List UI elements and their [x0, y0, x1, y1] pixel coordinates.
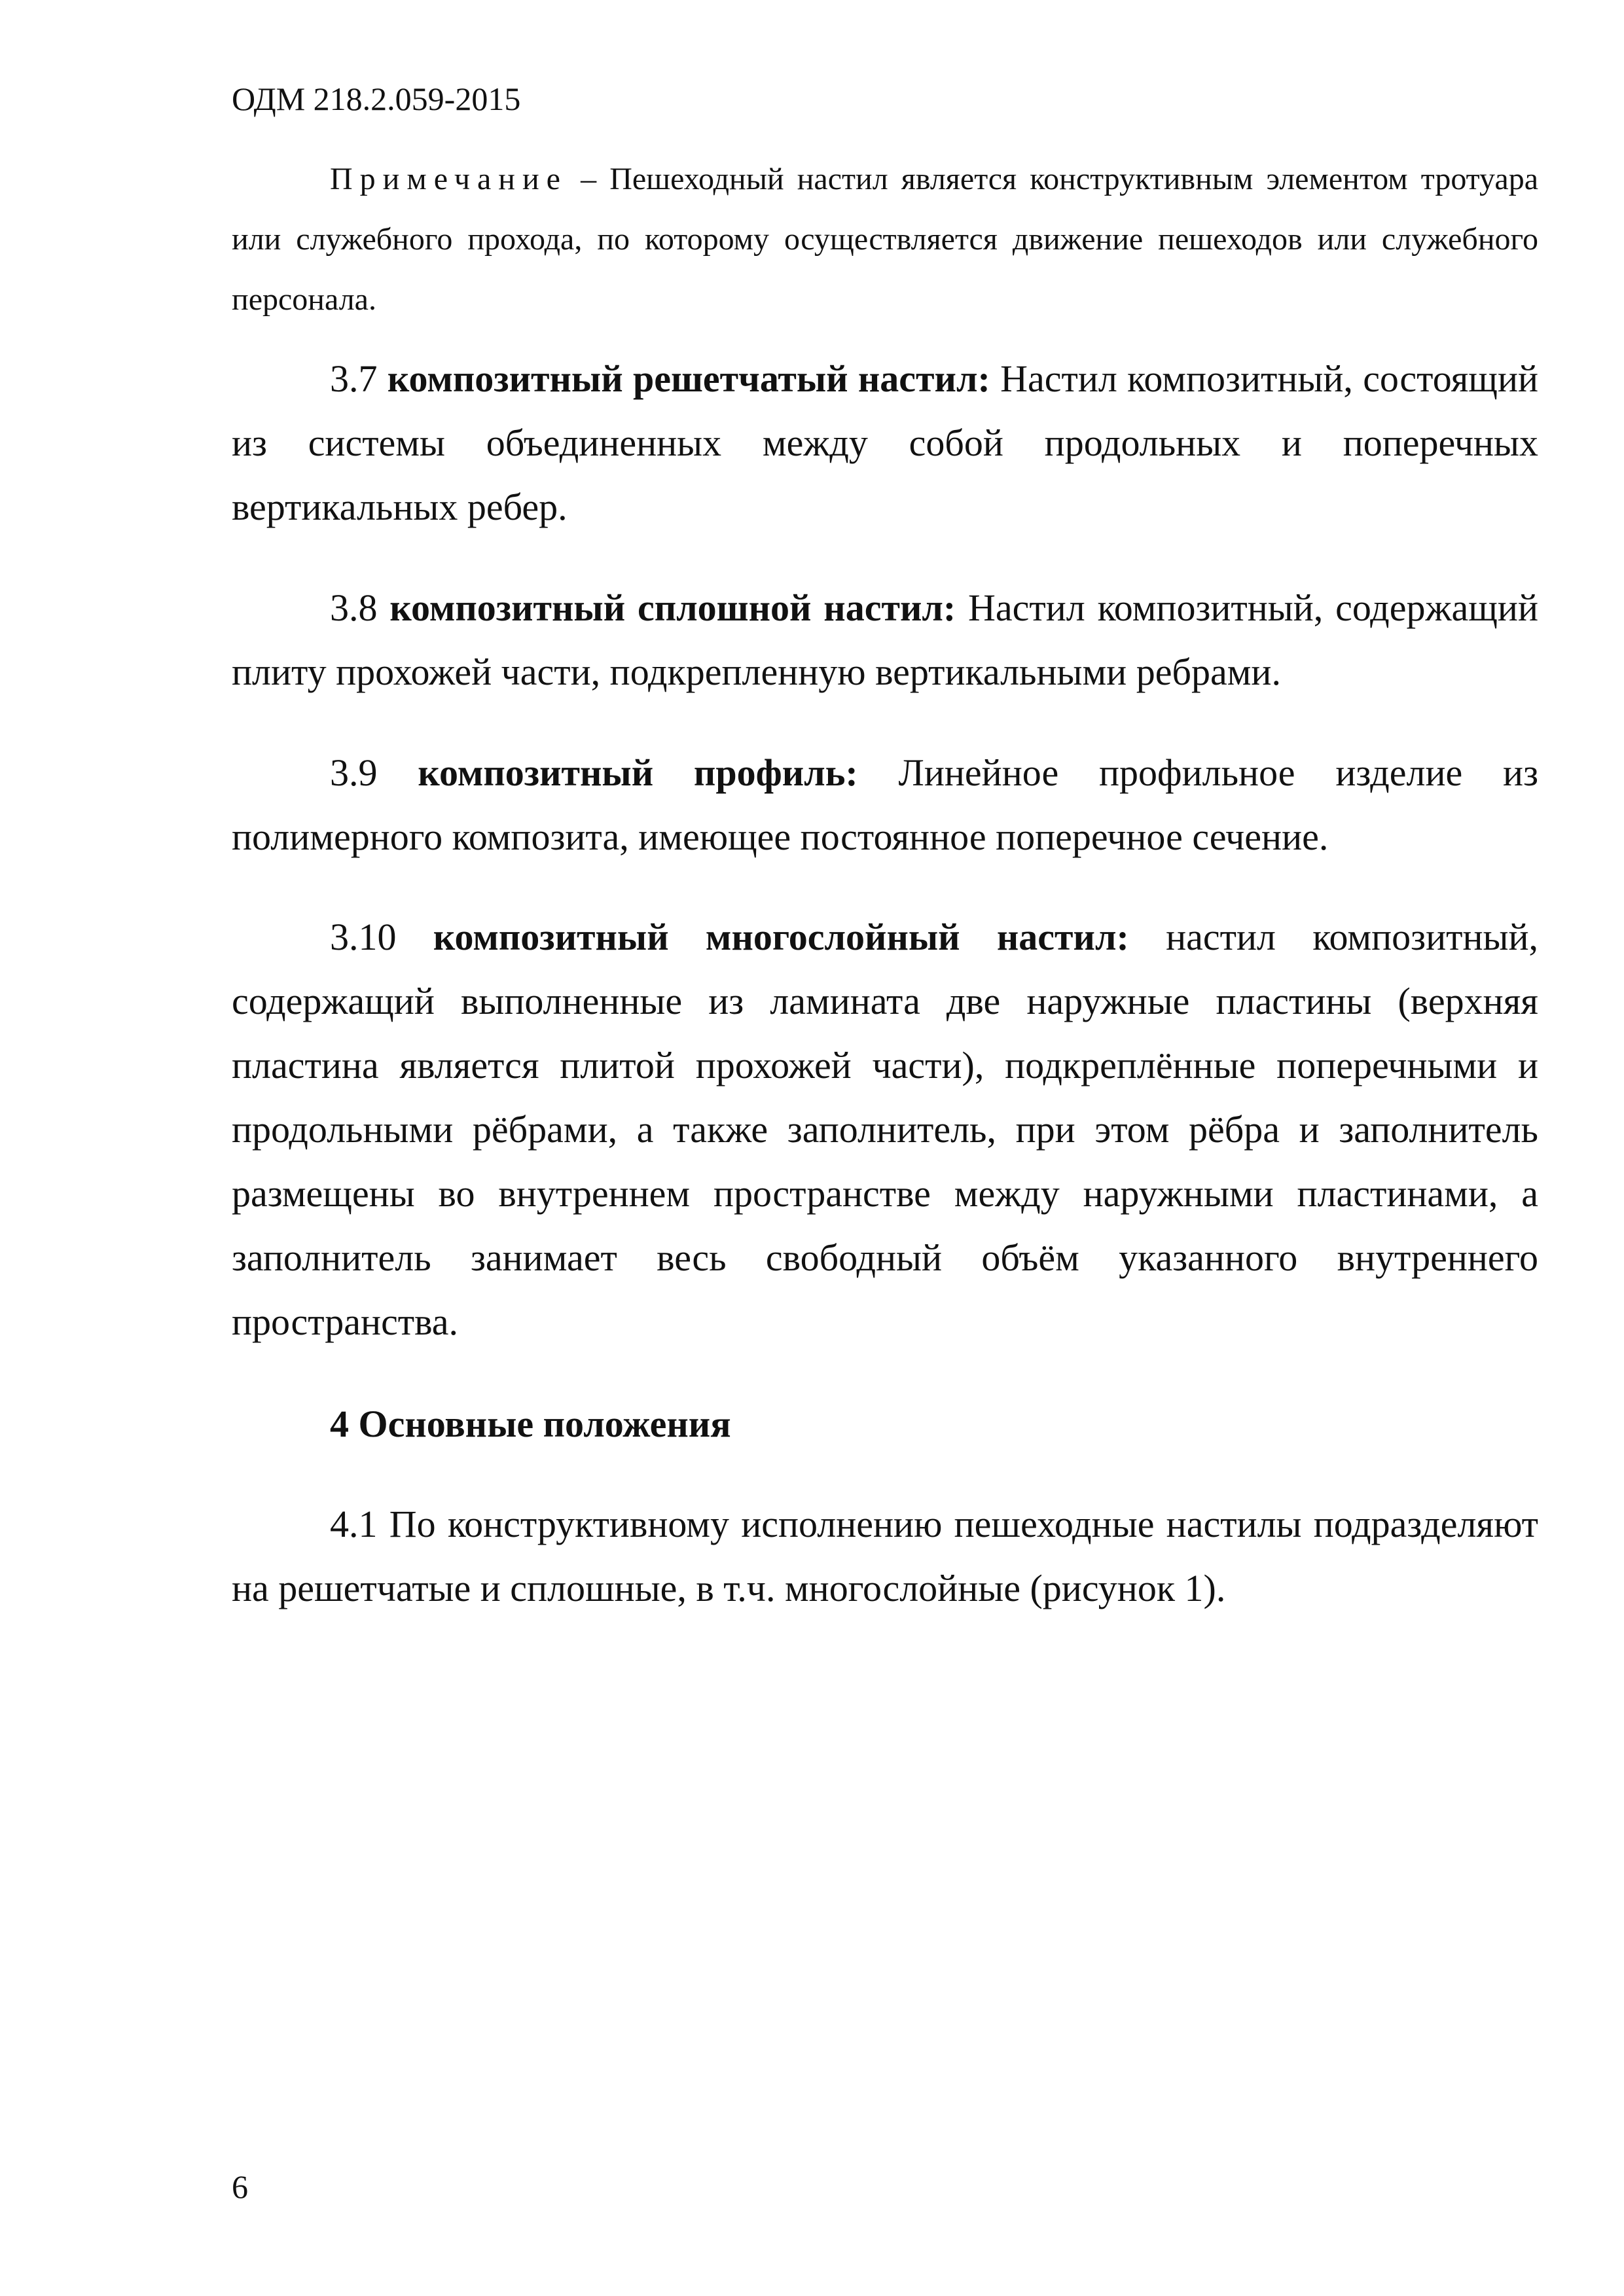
note-paragraph: [232, 149, 1538, 330]
paragraph-4-1: [232, 1492, 1538, 1621]
definition-term: композитный многослойный настил:: [433, 916, 1129, 958]
paragraph-text: По конструктивному исполнению пешеходные настилы подразделяют на решетчатые и сплошные, в т.ч. многослойные (рисунок 1).: [232, 1503, 1538, 1609]
definition-number: 3.9: [330, 751, 378, 794]
definition-text: Настил композитный, состоящий из системы объединенных между собой продольных и поперечных вертикальных ребер.: [232, 357, 1539, 528]
definition-text: Настил композитный, содержащий плиту прохожей части, подкрепленную вертикальными ребрами.: [232, 586, 1538, 693]
definition-text: настил композитный, содержащий выполненные из ламината две наружные пластины (верхняя пластина является плитой прохожей части), подкреплённые поперечными и продольными рёбрами, а также заполнитель, при этом рёбра и заполнитель размещены во внутреннем пространстве между наружными пластинами, а заполнитель занимает весь свободный объём указанного внутреннего пространства.: [232, 916, 1539, 1343]
definition-text: Линейное профильное изделие из полимерного композита, имеющее постоянное поперечное сечение.: [232, 751, 1538, 858]
definition-3-9: [232, 741, 1538, 869]
definition-term: композитный решетчатый настил:: [387, 357, 990, 400]
note-text: Пешеходный настил является конструктивным элементом тротуара или служебного прохода, по которому осуществляется движение пешеходов или служебного персонала.: [232, 162, 1539, 317]
note-dash: –: [567, 162, 610, 196]
paragraph-number: 4.1: [330, 1503, 378, 1545]
definition-number: 3.10: [330, 916, 397, 958]
definition-3-8: [232, 576, 1538, 704]
definition-3-7: [232, 347, 1538, 539]
definition-number: 3.7: [330, 357, 378, 400]
document-code-header: ОДМ 218.2.059-2015: [232, 81, 521, 117]
definition-number: 3.8: [330, 586, 378, 629]
page-number: 6: [232, 2168, 248, 2205]
definition-term: композитный сплошной настил:: [389, 586, 956, 629]
note-label: Примечание: [330, 162, 568, 196]
section-title: 4 Основные положения: [330, 1403, 731, 1445]
definition-term: композитный профиль:: [418, 751, 858, 794]
definition-3-10: [232, 905, 1538, 1354]
